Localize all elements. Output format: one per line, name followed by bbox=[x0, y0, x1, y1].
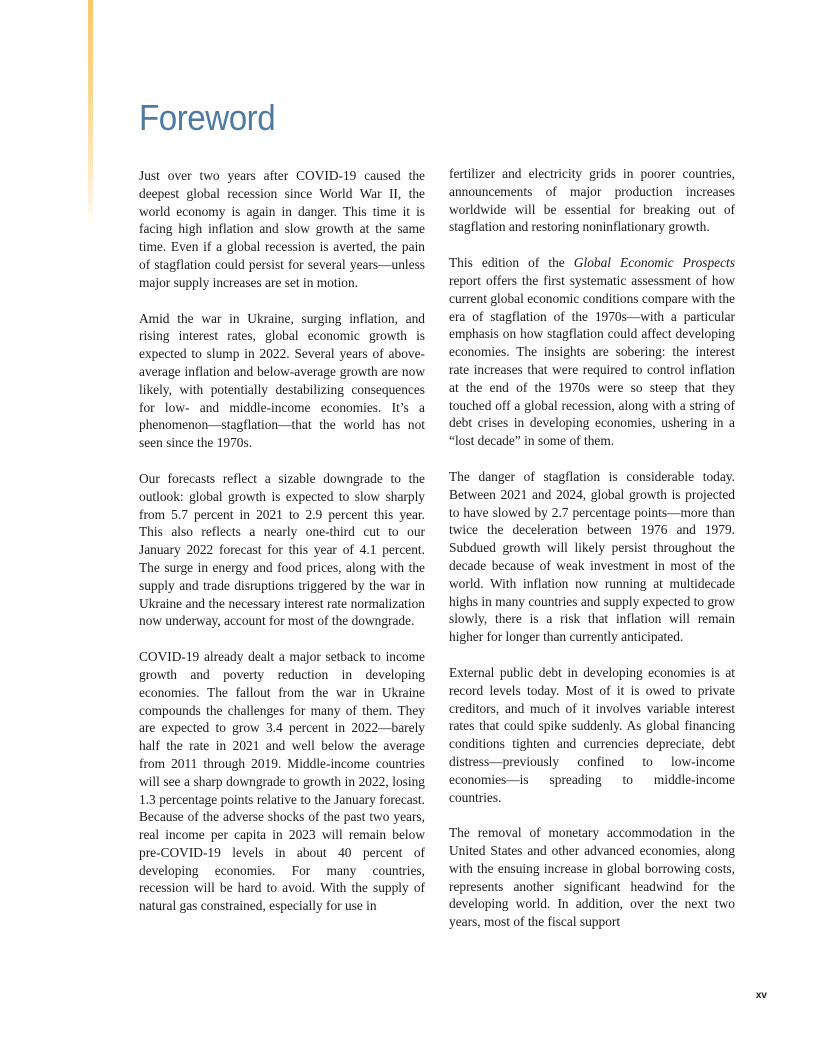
left-text-column bbox=[139, 167, 425, 933]
paragraph: The removal of monetary accommodation in the United States and other advanced economies, along with the ensuing increase in global borrowing costs, represents another significant headwind for the developing world. In addition, over the next two years, most of the fiscal support bbox=[449, 825, 735, 930]
paragraph: fertilizer and electricity grids in poorer countries, announcements of major production increases worldwide will be essential for breaking out of stagflation and restoring noninflationary growth. bbox=[449, 166, 735, 235]
paragraph: Our forecasts reflect a sizable downgrade to the outlook: global growth is expected to slow sharply from 5.7 percent in 2021 to 2.9 percent this year. This also reflects a nearly one-third cut to our January 2022 forecast for this year of 4.1 percent. The surge in energy and food prices, along with the supply and trade disruptions triggered by the war in Ukraine and the necessary interest rate normalization now underway, account for most of the downgrade. bbox=[139, 470, 425, 629]
paragraph: COVID-19 already dealt a major setback to income growth and poverty reduction in developing economies. The fallout from the war in Ukraine compounds the challenges for many of them. They are expected to grow 3.4 percent in 2022—barely half the rate in 2021 and well below the average from 2011 through 2019. Middle-income countries will see a sharp downgrade to growth in 2022, losing 1.3 percentage points relative to the January forecast. Because of the adverse shocks of the past two years, real income per capita in 2023 will remain below pre-COVID-19 levels in about 40 percent of developing economies. For many countries, recession will be hard to avoid. With the supply of natural gas constrained, especially for use in bbox=[139, 649, 425, 914]
report-title-italic: Global Economic Prospects bbox=[573, 255, 735, 271]
paragraph: Just over two years after COVID-19 caused the deepest global recession since World War II, the world economy is again in danger. This time it is facing high inflation and slow growth at the same time. Even if a global recession is averted, the pain of stagflation could persist for several years—unless major supply increases are set in motion. bbox=[139, 168, 425, 290]
right-text-column bbox=[449, 165, 735, 949]
decorative-accent-bar bbox=[88, 0, 93, 230]
paragraph: Amid the war in Ukraine, surging inflation, and rising interest rates, global economic growth is expected to slump in 2022. Several years of above-average inflation and below-average growth are now likely, with potentially destabilizing consequences for low- and middle-income economies. It’s a phenomenon—stagflation—that the world has not seen since the 1970s. bbox=[139, 310, 425, 451]
page-title: Foreword bbox=[139, 97, 276, 138]
paragraph-with-report-title bbox=[449, 254, 735, 450]
paragraph: External public debt in developing economies is at record levels today. Most of it is owed to private creditors, and much of it involves variable interest rates that could spike suddenly. As global financing conditions tighten and currencies depreciate, debt distress—previously confined to low-income economies—is spreading to middle-income countries. bbox=[449, 664, 735, 805]
page-number: xv bbox=[755, 990, 767, 1001]
paragraph-text: report offers the first systematic assessment of how current global economic conditions compare with the era of stagflation of the 1970s—with a particular emphasis on how stagflation could affect developing economies. The insights are sobering: the interest rate increases that were required to control inflation at the end of the 1970s were so steep that they touched off a global recession, along with a string of debt crises in developing economies, ushering in a “lost decade” in some of them. bbox=[449, 272, 735, 449]
paragraph-text: This edition of the bbox=[449, 255, 574, 271]
paragraph: The danger of stagflation is considerable today. Between 2021 and 2024, global growth is projected to have slowed by 2.7 percentage points—more than twice the deceleration between 1976 and 1979. Subdued growth will likely persist throughout the decade because of weak investment in most of the world. With inflation now running at multidecade highs in many countries and supply expected to grow slowly, there is a risk that inflation will remain higher for longer than currently anticipated. bbox=[449, 468, 735, 645]
